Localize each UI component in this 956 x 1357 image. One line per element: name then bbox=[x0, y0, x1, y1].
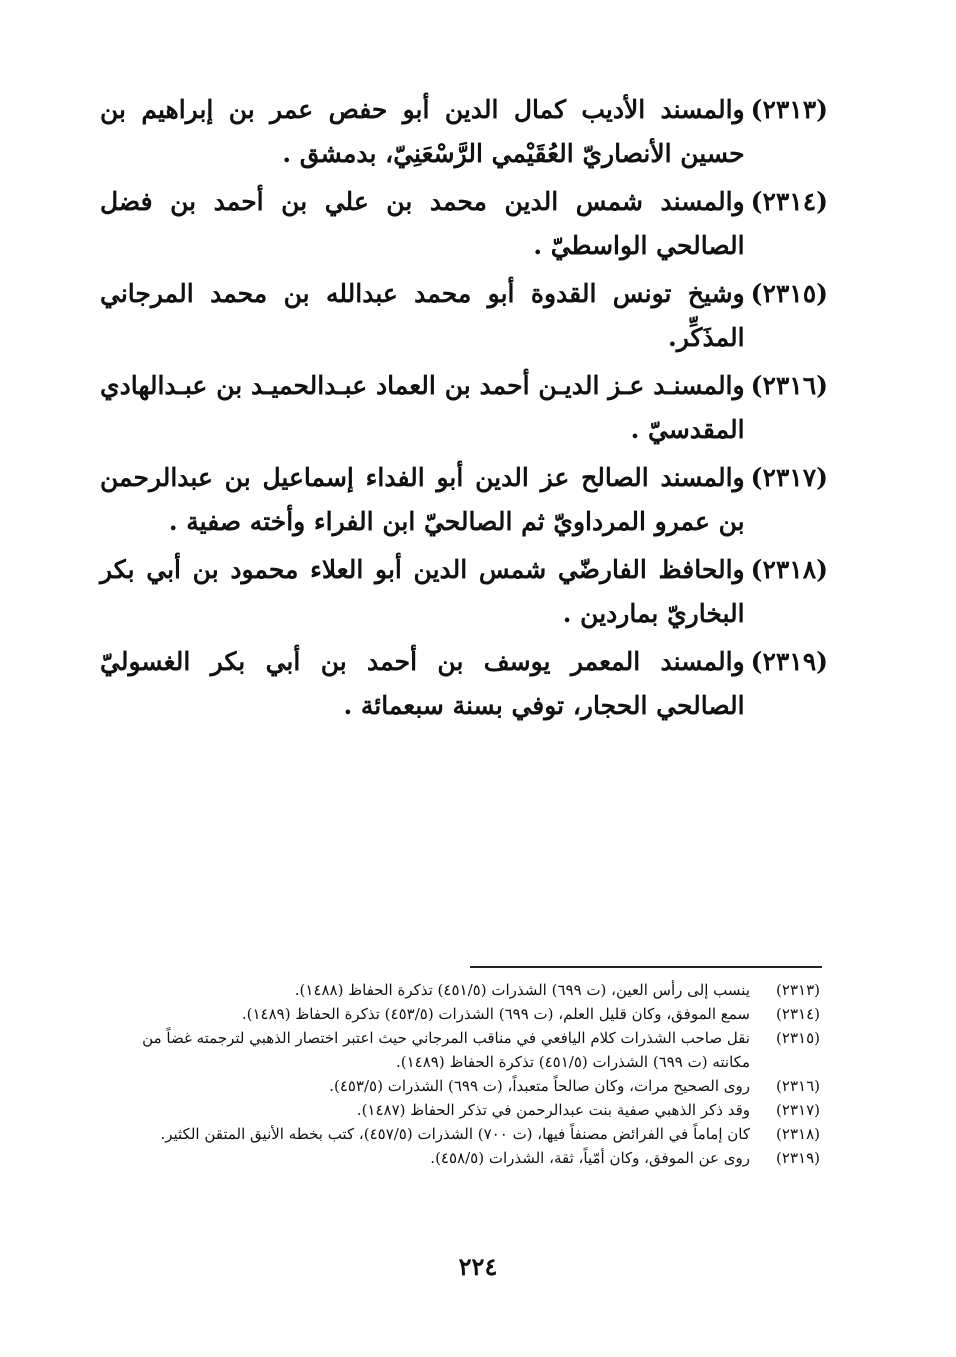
entry-text: والمسنـد عـز الديـن أحمد بن العماد عبـدالحميـد بن عبـدالهادي المقدسيّ . bbox=[100, 371, 745, 444]
entry-item bbox=[100, 272, 828, 360]
entry-number: (٢٣١٤) bbox=[750, 187, 828, 216]
entry-text: والمسند شمس الدين محمد بن علي بن أحمد بن فضل الصالحي الواسطيّ . bbox=[100, 187, 745, 260]
footnote-text: روى عن الموفق، وكان أمّياً، ثقة، الشذرات (٤٥٨/٥). bbox=[430, 1149, 750, 1167]
footnote-number: (٢٣١٦) bbox=[776, 1077, 820, 1095]
entry-text: والمسند المعمر يوسف بن أحمد بن أبي بكر الغسوليّ الصالحي الحجار، توفي بسنة سبعمائة . bbox=[100, 647, 745, 720]
footnote-number: (٢٣١٥) bbox=[776, 1029, 820, 1047]
footnote-divider bbox=[470, 966, 822, 968]
entry-number: (٢٣١٨) bbox=[750, 555, 828, 584]
footnotes-list bbox=[112, 978, 820, 1170]
footnote-item bbox=[112, 1146, 820, 1170]
page-number: ٢٢٤ bbox=[458, 1252, 498, 1281]
footnote-text: وقد ذكر الذهبي صفية بنت عبدالرحمن في تذكر الحفاظ (١٤٨٧). bbox=[356, 1101, 750, 1119]
footnote-text: نقل صاحب الشذرات كلام اليافعي في مناقب المرجاني حيث اعتبر اختصار الذهبي لترجمته غضاً من مكانته (ت ٦٩٩) الشذرات (٤٥١/٥) تذكرة الحفاظ (١٤٨٩). bbox=[142, 1029, 750, 1071]
entry-text: وشيخ تونس القدوة أبو محمد عبدالله بن محمد المرجاني المذَكِّر. bbox=[100, 279, 745, 352]
entries-list bbox=[100, 88, 828, 732]
entry-number: (٢٣١٦) bbox=[750, 371, 828, 400]
entry-number: (٢٣١٥) bbox=[750, 279, 828, 308]
entry-item bbox=[100, 548, 828, 636]
entry-item bbox=[100, 640, 828, 728]
entry-item bbox=[100, 88, 828, 176]
footnote-item bbox=[112, 1098, 820, 1122]
entry-number: (٢٣١٩) bbox=[750, 647, 828, 676]
footnote-text: ينسب إلى رأس العين، (ت ٦٩٩) الشذرات (٤٥١/٥) تذكرة الحفاظ (١٤٨٨). bbox=[294, 981, 750, 999]
footnote-number: (٢٣١٨) bbox=[776, 1125, 820, 1143]
footnote-item bbox=[112, 1002, 820, 1026]
entry-item bbox=[100, 364, 828, 452]
footnote-text: روى الصحيح مرات، وكان صالحاً متعبداً، (ت ٦٩٩) الشذرات (٤٥٣/٥). bbox=[329, 1077, 750, 1095]
footnote-item bbox=[112, 978, 820, 1002]
footnote-text: سمع الموفق، وكان قليل العلم، (ت ٦٩٩) الشذرات (٤٥٣/٥) تذكرة الحفاظ (١٤٨٩). bbox=[241, 1005, 750, 1023]
footnote-item bbox=[112, 1026, 820, 1074]
footnote-text: كان إماماً في الفرائض مصنفاً فيها، (ت ٧٠٠) الشذرات (٤٥٧/٥)، كتب بخطه الأنيق المتقن الكثير. bbox=[160, 1125, 750, 1143]
entry-item bbox=[100, 456, 828, 544]
footnote-number: (٢٣١٤) bbox=[776, 1005, 820, 1023]
entry-text: والحافظ الفارضّي شمس الدين أبو العلاء محمود بن أبي بكر البخاريّ بماردين . bbox=[100, 555, 745, 628]
entry-number: (٢٣١٣) bbox=[750, 95, 828, 124]
entry-text: والمسند الصالح عز الدين أبو الفداء إسماعيل بن عبدالرحمن بن عمرو المرداويّ ثم الصالحيّ ابن الفراء وأخته صفية . bbox=[100, 463, 745, 536]
footnote-number: (٢٣١٩) bbox=[776, 1149, 820, 1167]
footnote-item bbox=[112, 1074, 820, 1098]
entry-item bbox=[100, 180, 828, 268]
footnote-item bbox=[112, 1122, 820, 1146]
footnote-number: (٢٣١٧) bbox=[776, 1101, 820, 1119]
entry-number: (٢٣١٧) bbox=[750, 463, 828, 492]
footnote-number: (٢٣١٣) bbox=[776, 981, 820, 999]
entry-text: والمسند الأديب كمال الدين أبو حفص عمر بن إبراهيم بن حسين الأنصاريّ العُقَيْمي الرَّسْعَنِيّ، بدمشق . bbox=[100, 95, 745, 168]
